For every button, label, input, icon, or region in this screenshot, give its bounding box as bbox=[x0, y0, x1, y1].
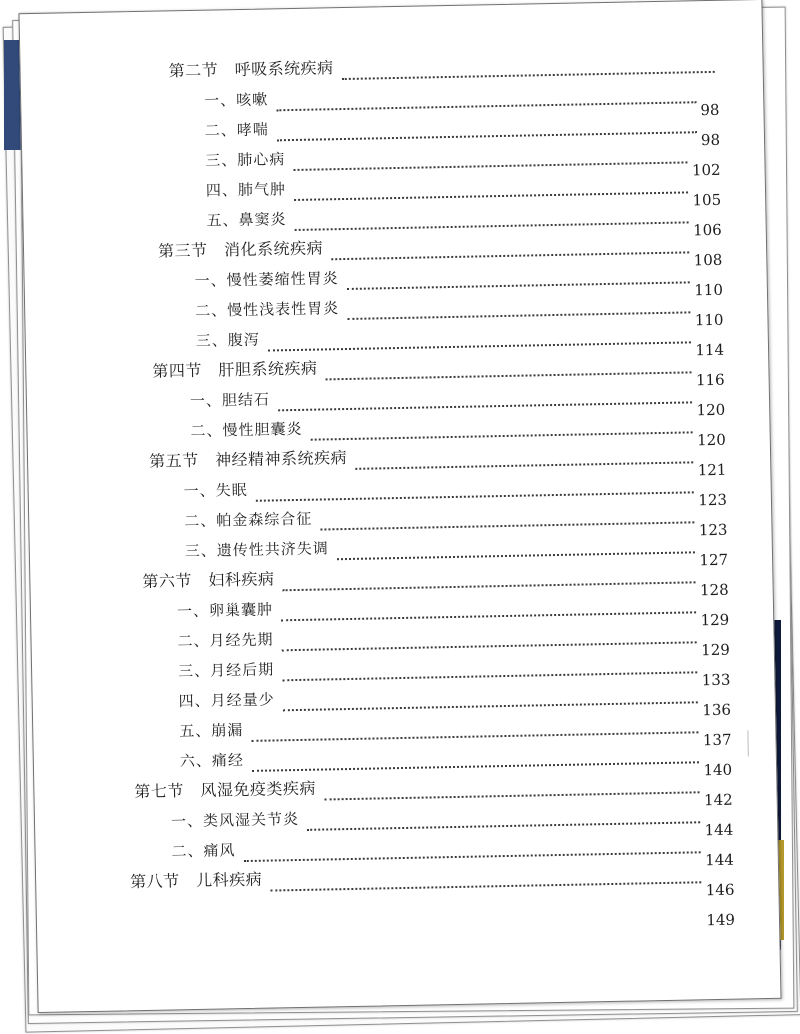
toc-page-number: 140 bbox=[703, 760, 733, 780]
toc-page-number: 106 bbox=[692, 220, 722, 240]
toc-page-number: 142 bbox=[703, 790, 733, 810]
toc-label: 二、哮喘 bbox=[204, 120, 269, 140]
toc-page-number: 110 bbox=[694, 280, 724, 300]
toc-page-number: 129 bbox=[701, 640, 730, 660]
toc-page-number: 133 bbox=[701, 670, 731, 690]
toc-label: 六、痛经 bbox=[179, 751, 245, 771]
toc-page-number: 98 bbox=[700, 100, 720, 120]
toc-label: 第七节 风湿免疫类疾病 bbox=[134, 778, 317, 802]
toc-label: 第五节 神经精神系统疾病 bbox=[148, 448, 348, 471]
toc-label: 二、帕金森综合征 bbox=[184, 509, 313, 531]
toc-page-number: 144 bbox=[704, 820, 734, 840]
toc-label: 三、肺心病 bbox=[205, 150, 286, 170]
toc-page-number: 128 bbox=[699, 580, 729, 600]
toc-page-number: 137 bbox=[702, 730, 732, 750]
toc-page-number: 123 bbox=[698, 520, 728, 540]
toc-label: 二、痛风 bbox=[171, 841, 236, 861]
toc-label: 三、月经后期 bbox=[177, 660, 275, 681]
toc-label: 一、失眠 bbox=[183, 480, 248, 501]
toc-page-number: 127 bbox=[699, 550, 729, 570]
toc-label: 五、崩漏 bbox=[179, 721, 244, 741]
toc-label: 第六节 妇科疾病 bbox=[142, 569, 275, 591]
toc-label: 一、卵巢囊肿 bbox=[176, 600, 274, 621]
toc-page-number: 110 bbox=[694, 310, 724, 330]
toc-page-number: 129 bbox=[700, 610, 730, 630]
toc-page bbox=[18, 0, 781, 1013]
toc-label: 三、遗传性共济失调 bbox=[184, 539, 329, 561]
toc-label: 第二节 呼吸系统疾病 bbox=[168, 58, 334, 81]
toc-label: 第八节 儿科疾病 bbox=[129, 869, 263, 892]
toc-page-number: 121 bbox=[697, 460, 727, 480]
toc-label: 一、胆结石 bbox=[189, 390, 271, 411]
toc-page-number: 120 bbox=[696, 400, 726, 420]
toc-page-number: 146 bbox=[705, 880, 735, 900]
toc-label: 二、月经先期 bbox=[177, 630, 274, 651]
toc-page-number: 102 bbox=[691, 160, 721, 180]
toc-label: 第四节 肝胆系统疾病 bbox=[152, 358, 318, 381]
toc-label: 一、类风湿关节炎 bbox=[170, 809, 300, 831]
toc-label: 一、慢性萎缩性胃炎 bbox=[194, 269, 339, 290]
toc-label: 四、肺气肿 bbox=[205, 180, 287, 200]
toc-label: 二、慢性浅表性胃炎 bbox=[195, 299, 340, 320]
toc-page-number: 144 bbox=[705, 850, 735, 870]
toc-label: 三、腹泻 bbox=[195, 330, 260, 350]
toc-label: 四、月经量少 bbox=[178, 690, 275, 711]
toc-page-number: 120 bbox=[696, 430, 726, 450]
toc-page-number: 136 bbox=[702, 700, 732, 720]
page-mark bbox=[747, 730, 748, 756]
toc-page-number: 116 bbox=[695, 370, 725, 390]
toc-label: 第三节 消化系统疾病 bbox=[157, 238, 324, 261]
toc-label: 一、咳嗽 bbox=[204, 90, 269, 110]
toc-page-number: 98 bbox=[700, 130, 721, 150]
toc-label: 二、慢性胆囊炎 bbox=[190, 419, 303, 441]
toc-label: 五、鼻窦炎 bbox=[206, 210, 287, 230]
toc-page-number: 149 bbox=[706, 910, 736, 930]
toc-page-number: 123 bbox=[698, 490, 728, 510]
toc-page-number: 108 bbox=[693, 250, 723, 270]
toc-page-number: 105 bbox=[692, 190, 722, 210]
toc-page-number: 114 bbox=[695, 340, 725, 360]
